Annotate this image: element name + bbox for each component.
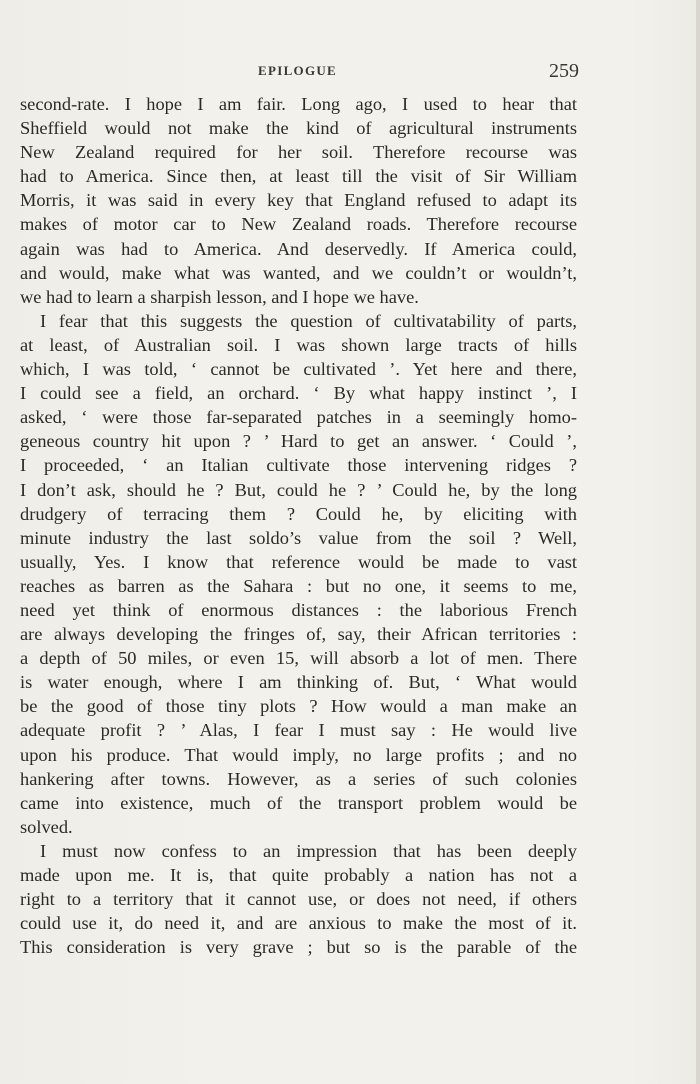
text-line: adequate profit ? ’ Alas, I fear I must say : He would live bbox=[20, 720, 577, 741]
text-line: Morris, it was said in every key that England refused to adapt its bbox=[20, 190, 577, 211]
text-line: and would, make what was wanted, and we couldn’t or wouldn’t, bbox=[20, 262, 577, 283]
text-line: asked, ‘ were those far-separated patches in a seemingly homo- bbox=[20, 407, 577, 428]
page-number: 259 bbox=[549, 60, 579, 82]
text-line: minute industry the last soldo’s value from the soil ? Well, bbox=[20, 527, 577, 548]
text-line: I don’t ask, should he ? But, could he ? ’ Could he, by the long bbox=[20, 479, 577, 500]
text-line: makes of motor car to New Zealand roads. Therefore recourse bbox=[20, 214, 577, 235]
text-line: New Zealand required for her soil. Therefore recourse was bbox=[20, 142, 577, 163]
page-edge bbox=[696, 0, 700, 1084]
text-line: drudgery of terracing them ? Could he, by eliciting with bbox=[20, 503, 577, 524]
text-line: we had to learn a sharpish lesson, and I hope we have. bbox=[20, 286, 419, 307]
text-line: be the good of those tiny plots ? How would a man make an bbox=[20, 696, 577, 717]
text-line: Sheffield would not make the kind of agricultural instruments bbox=[20, 118, 577, 139]
text-line: which, I was told, ‘ cannot be cultivated ’. Yet here and there, bbox=[20, 359, 577, 380]
text-line: I could see a field, an orchard. ‘ By what happy instinct ’, I bbox=[20, 383, 577, 404]
text-line: usually, Yes. I know that reference would be made to vast bbox=[20, 551, 577, 572]
text-line: a depth of 50 miles, or even 15, will absorb a lot of men. There bbox=[20, 648, 577, 669]
text-line: are always developing the fringes of, say, their African territories : bbox=[20, 624, 577, 645]
text-line: is water enough, where I am thinking of. But, ‘ What would bbox=[20, 672, 577, 693]
text-line: solved. bbox=[20, 816, 73, 837]
running-head bbox=[0, 60, 700, 84]
text-line: I proceeded, ‘ an Italian cultivate those intervening ridges ? bbox=[20, 455, 577, 476]
running-head-title: EPILOGUE bbox=[258, 63, 338, 78]
text-line: second-rate. I hope I am fair. Long ago, I used to hear that bbox=[20, 94, 577, 114]
text-line: geneous country hit upon ? ’ Hard to get an answer. ‘ Could ’, bbox=[20, 431, 577, 452]
text-line: made upon me. It is, that quite probably a nation has not a bbox=[20, 865, 577, 885]
text-line: upon his produce. That would imply, no large profits ; and no bbox=[20, 744, 577, 765]
text-line: hankering after towns. However, as a series of such colonies bbox=[20, 768, 577, 789]
text-line: at least, of Australian soil. I was shown large tracts of hills bbox=[20, 334, 577, 355]
text-line: right to a territory that it cannot use, or does not need, if others bbox=[20, 889, 577, 910]
text-line: had to America. Since then, at least till the visit of Sir William bbox=[20, 166, 577, 187]
text-line: reaches as barren as the Sahara : but no one, it seems to me, bbox=[20, 575, 577, 596]
text-line: need yet think of enormous distances : the laborious French bbox=[20, 599, 577, 620]
text-line: could use it, do need it, and are anxious to make the most of it. bbox=[20, 913, 577, 934]
text-line: came into existence, much of the transport problem would be bbox=[20, 792, 577, 813]
text-line: This consideration is very grave ; but so is the parable of the bbox=[20, 937, 577, 958]
text-line: again was had to America. And deservedly. If America could, bbox=[20, 238, 577, 259]
body-text bbox=[20, 92, 577, 959]
text-line: I fear that this suggests the question of cultivatability of parts, bbox=[40, 310, 577, 331]
text-line: I must now confess to an impression that has been deeply bbox=[40, 840, 577, 861]
